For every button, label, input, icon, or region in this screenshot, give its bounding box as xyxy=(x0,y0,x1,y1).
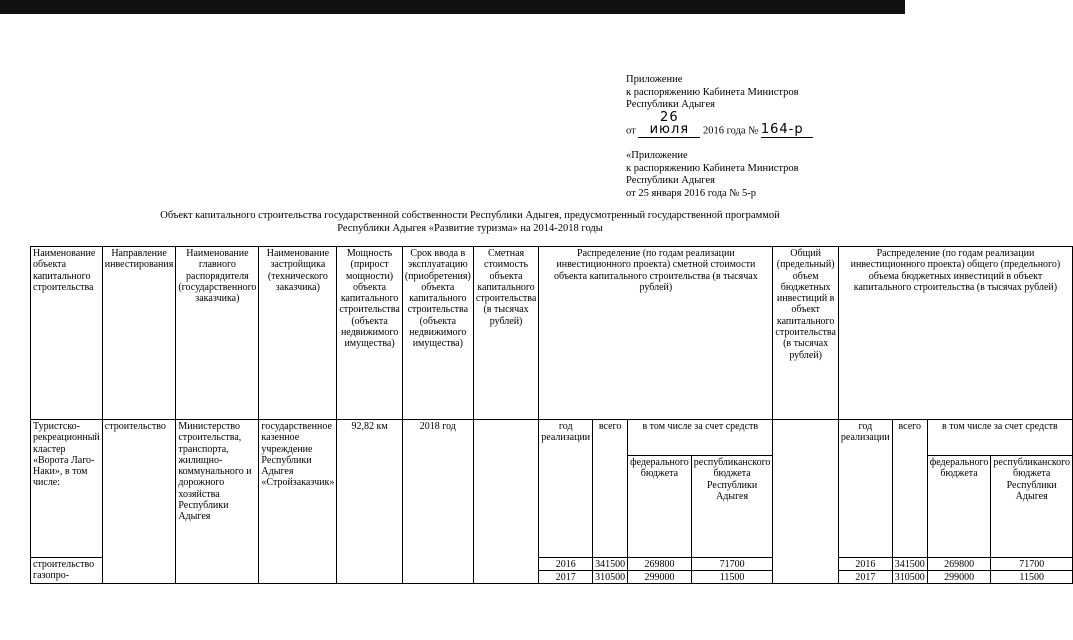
cell-year: 2017 xyxy=(539,570,593,583)
cell-empty xyxy=(176,558,259,584)
subheader-republic-budget: республиканского бюджета Республики Адыгея xyxy=(991,456,1073,558)
title-line1: Объект капитального строительства государственной собственности Республики Адыгея, предусмотренный государственной программой xyxy=(160,210,780,221)
cell-empty xyxy=(402,558,473,584)
prev-appendix-line2: к распоряжению Кабинета Министров xyxy=(626,162,799,174)
cell-subobject-name: строительство газопро- xyxy=(31,558,103,584)
date-prefix: от xyxy=(626,125,636,137)
appendix-previous xyxy=(626,150,799,200)
investment-table xyxy=(30,246,1073,584)
cell-republic-budget: 71700 xyxy=(991,558,1073,571)
header-distribution-budget: Распределение (по годам реализации инвестиционного проекта) общего (предельного) объема бюджетных инвестиций в объект капитального строительства (в тысячах рублей) xyxy=(838,247,1072,420)
header-customer: Наименование главного распорядителя (государственного заказчика) xyxy=(176,247,259,420)
prev-appendix-line3: Республики Адыгея xyxy=(626,175,715,187)
cell-federal: 269800 xyxy=(628,558,692,571)
subheader-including: в том числе за счет средств xyxy=(628,420,773,456)
header-total-budget: Общий (предельный) объем бюджетных инвестиций в объект капитального строительства (в тысячах рублей) xyxy=(773,247,838,420)
cell-republic: 71700 xyxy=(691,558,773,571)
header-capacity: Мощность (прирост мощности) объекта капитального строительства (объекта недвижимого имущества) xyxy=(337,247,402,420)
cell-object-name: Туристско-рекреационный кластер «Ворота Лаго-Наки», в том числе: xyxy=(31,420,103,558)
subheader-federal: федерального бюджета xyxy=(628,456,692,558)
date-day-handwritten: 26 июля xyxy=(638,112,700,138)
subheader-year: год реализации xyxy=(539,420,593,558)
table-row-2016 xyxy=(31,558,1073,571)
cell-empty xyxy=(259,558,337,584)
appendix-current xyxy=(626,74,813,138)
appendix-line2: к распоряжению Кабинета Министров xyxy=(626,86,799,98)
cell-total: 341500 xyxy=(593,558,628,571)
order-number-handwritten: 164-р xyxy=(761,124,813,138)
cell-empty xyxy=(102,558,176,584)
cell-republic: 11500 xyxy=(691,570,773,583)
cell-total: 310500 xyxy=(593,570,628,583)
appendix-line3: Республики Адыгея xyxy=(626,99,715,111)
cell-year-budget: 2016 xyxy=(838,558,892,571)
subheader-year-budget: год реализации xyxy=(838,420,892,558)
cell-year-budget: 2017 xyxy=(838,570,892,583)
subheader-republic: республиканского бюджета Республики Адыгея xyxy=(691,456,773,558)
cell-direction: строительство xyxy=(102,420,176,558)
subheader-total-budget: всего xyxy=(892,420,927,558)
cell-empty xyxy=(473,558,538,584)
cell-cost xyxy=(473,420,538,558)
cell-federal-budget: 299000 xyxy=(927,570,991,583)
prev-appendix-label: «Приложение xyxy=(626,150,688,161)
header-deadline: Срок ввода в эксплуатацию (приобретения) объекта капитального строительства (объекта недвижимого имущества) xyxy=(402,247,473,420)
table-header-row xyxy=(31,247,1073,420)
cell-deadline: 2018 год xyxy=(402,420,473,558)
cell-year: 2016 xyxy=(539,558,593,571)
appendix-label: Приложение xyxy=(626,74,683,85)
header-distribution-cost: Распределение (по годам реализации инвестиционного проекта) сметной стоимости объекта капитального строительства (в тысячах рублей) xyxy=(539,247,773,420)
cell-federal: 299000 xyxy=(628,570,692,583)
cell-republic-budget: 11500 xyxy=(991,570,1073,583)
subheader-total: всего xyxy=(593,420,628,558)
header-name: Наименование объекта капитального строительства xyxy=(31,247,103,420)
header-cost: Сметная стоимость объекта капитального строительства (в тысячах рублей) xyxy=(473,247,538,420)
appendix-date-line xyxy=(626,109,813,138)
prev-appendix-date: от 25 января 2016 года № 5-р xyxy=(626,187,756,199)
title-line2: Республики Адыгея «Развитие туризма» на 2014-2018 годы xyxy=(337,222,603,234)
date-mid: 2016 года № xyxy=(702,125,759,137)
document-title xyxy=(120,210,820,235)
cell-total-budget: 310500 xyxy=(892,570,927,583)
table-row-main xyxy=(31,420,1073,456)
scan-top-border xyxy=(0,0,905,14)
cell-customer: Министерство строительства, транспорта, жилищно-коммунального и дорожного хозяйства Республики Адыгея xyxy=(176,420,259,558)
header-developer: Наименование застройщика (технического заказчика) xyxy=(259,247,337,420)
cell-developer: государственное казенное учреждение Республики Адыгея «Стройзаказчик» xyxy=(259,420,337,558)
subheader-federal-budget: федерального бюджета xyxy=(927,456,991,558)
cell-empty xyxy=(337,558,402,584)
cell-total-budget: 341500 xyxy=(892,558,927,571)
header-direction: Направление инвестирования xyxy=(102,247,176,420)
cell-capacity: 92,82 км xyxy=(337,420,402,558)
subheader-including-budget: в том числе за счет средств xyxy=(927,420,1072,456)
cell-total-budget xyxy=(773,420,838,558)
cell-empty xyxy=(773,558,838,584)
cell-federal-budget: 269800 xyxy=(927,558,991,571)
